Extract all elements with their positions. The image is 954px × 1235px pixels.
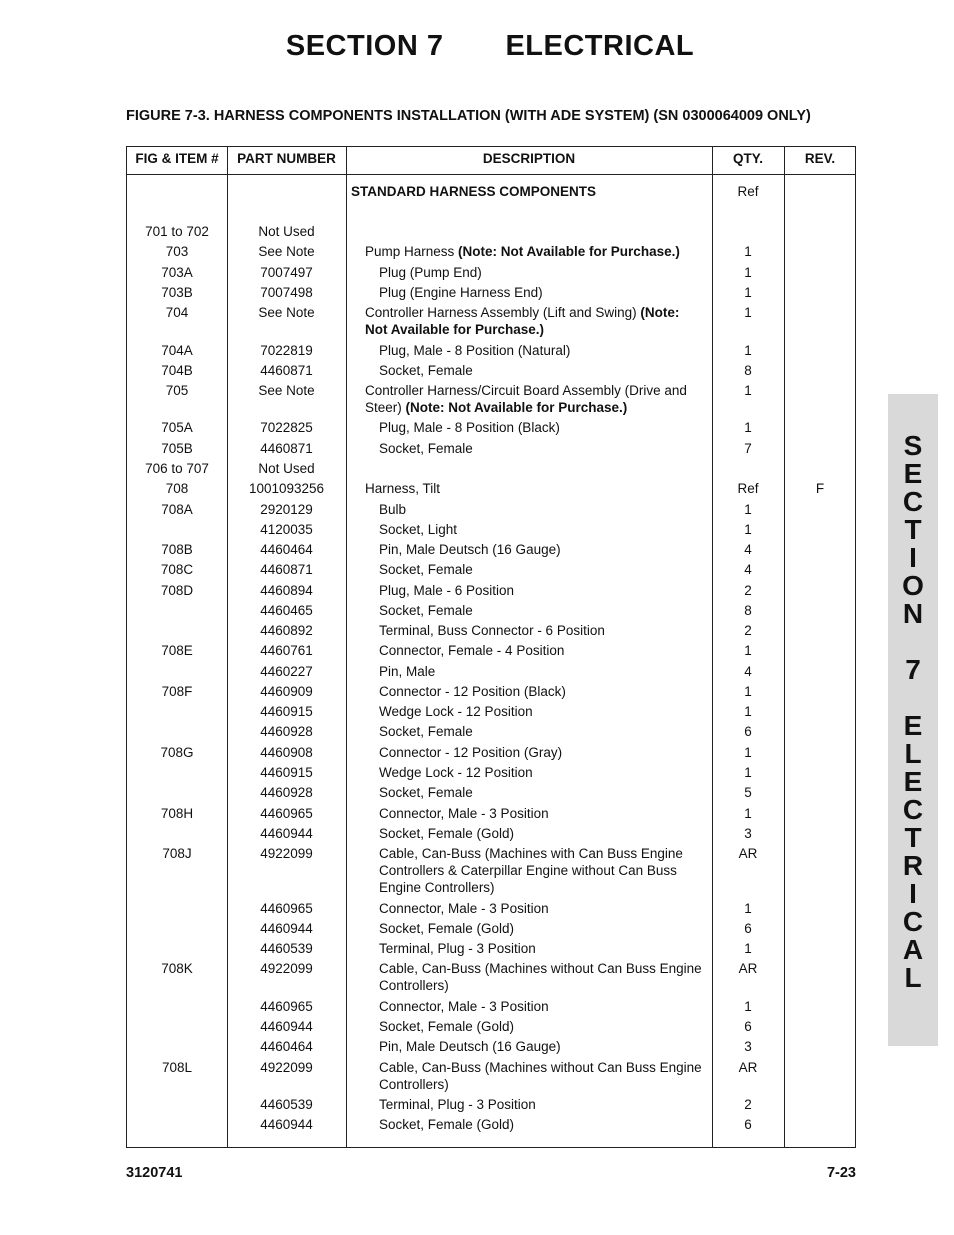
qty-cell: 3 [744,1039,752,1054]
qty-cell: 1 [744,285,752,300]
description-note: (Note: Not Available for Purchase.) [365,305,680,337]
description-text: Socket, Female [379,562,473,577]
fig-item-cell: 708H [160,806,194,821]
section-tab-letter: E [903,710,923,741]
qty-cell: 1 [744,383,752,398]
qty-cell: 1 [744,244,752,259]
description-cell [379,1038,707,1055]
description-cell [379,582,707,599]
section-tab-letter: C [902,794,924,825]
section-tab-letter: O [902,570,924,601]
description-cell [379,642,707,659]
description-text: Controller Harness/Circuit Board Assembly (Drive and Steer) [365,383,687,415]
part-number-cell: See Note [258,305,315,320]
description-cell [379,998,707,1015]
section-tab-letter: A [902,934,924,965]
description-text: Connector, Female - 4 Position [379,643,565,658]
qty-cell: 2 [744,583,752,598]
description-cell [351,183,691,200]
description-cell [379,362,707,379]
description-cell [379,622,707,639]
description-cell [379,541,707,558]
fig-item-cell: 708J [162,846,192,861]
part-number-cell: 4460909 [260,684,313,699]
description-cell [379,264,707,281]
description-text: Cable, Can-Buss (Machines with Can Buss Engine Controllers & Caterpillar Engine without Can Buss Engine Controllers) [379,846,683,895]
section-tab-letter: N [902,598,924,629]
part-number-cell: 4460539 [260,941,313,956]
part-number-cell: 7022825 [260,420,313,435]
description-text: Connector, Male - 3 Position [379,806,549,821]
qty-cell: 1 [744,522,752,537]
part-number-cell: 4460871 [260,562,313,577]
part-number-cell: 4460761 [260,643,313,658]
fig-item-cell: 705 [165,383,189,398]
qty-cell: 1 [744,745,752,760]
header-qty: QTY. [732,151,763,166]
section-tab-letter: L [904,738,922,769]
qty-cell: 8 [744,363,752,378]
fig-item-cell: 704A [161,343,193,358]
part-number-cell: 4460908 [260,745,313,760]
qty-cell: 1 [744,765,752,780]
qty-cell: 2 [744,1097,752,1112]
fig-item-cell: 708B [161,542,193,557]
qty-cell: AR [738,846,758,861]
description-text: Socket, Female [379,724,473,739]
part-number-cell: 4460464 [260,1039,313,1054]
section-tab-letter: I [909,542,917,573]
description-text: Wedge Lock - 12 Position [379,704,533,719]
description-text: Connector - 12 Position (Black) [379,684,566,699]
description-text: Plug (Pump End) [379,265,482,280]
part-number-cell: 4460944 [260,1019,313,1034]
description-cell [379,845,707,896]
qty-cell: 1 [744,684,752,699]
part-number-cell: See Note [258,244,315,259]
part-number-cell: 7007498 [260,285,313,300]
part-number-cell: 4460944 [260,1117,313,1132]
fig-item-cell: 703B [161,285,193,300]
fig-item-cell: 708G [160,745,194,760]
section-tab-letter: I [909,878,917,909]
description-cell [379,825,707,842]
description-text: Socket, Light [379,522,458,537]
description-cell [379,602,707,619]
part-number-cell: 4460944 [260,826,313,841]
description-text: Plug (Engine Harness End) [379,285,543,300]
header-fig-item: FIG & ITEM # [135,151,219,166]
rev-cell: F [815,481,825,496]
section-title [0,30,954,63]
qty-cell: 4 [744,664,752,679]
fig-item-cell: 708E [161,643,193,658]
section-tab [888,394,938,1046]
section-tab-letter: R [902,850,924,881]
part-number-cell: See Note [258,383,315,398]
section-tab-letter: E [903,458,923,489]
part-number-cell: Not Used [258,224,315,239]
description-cell [379,940,707,957]
description-text: Pin, Male Deutsch (16 Gauge) [379,542,561,557]
qty-cell: 1 [744,643,752,658]
description-text: Terminal, Plug - 3 Position [379,941,536,956]
qty-cell: AR [738,961,758,976]
qty-cell: 8 [744,603,752,618]
fig-item-cell: 706 to 707 [145,461,209,476]
description-text: Pin, Male [379,664,436,679]
qty-cell: 1 [744,502,752,517]
section-number: SECTION 7 [285,30,444,62]
fig-item-cell: 704B [161,363,193,378]
part-number-cell: 4460965 [260,901,313,916]
part-number-cell: 4460871 [260,363,313,378]
qty-cell: 1 [744,343,752,358]
qty-cell: 1 [744,999,752,1014]
description-text: Plug, Male - 6 Position [379,583,515,598]
part-number-cell: 7022819 [260,343,313,358]
description-text: Socket, Female [379,785,473,800]
part-number-cell: 4460944 [260,921,313,936]
description-cell [379,723,707,740]
part-number-cell: 4922099 [260,846,313,861]
description-text: Cable, Can-Buss (Machines without Can Buss Engine Controllers) [379,961,702,993]
description-text: Socket, Female (Gold) [379,826,515,841]
description-text: Harness, Tilt [365,481,441,496]
section-tab-letter: 7 [905,654,921,685]
qty-cell: 6 [744,921,752,936]
description-cell [379,784,707,801]
part-number-cell: 4922099 [260,961,313,976]
fig-item-cell: 704 [165,305,189,320]
description-cell [379,1116,707,1133]
part-number-cell: 4120035 [260,522,313,537]
section-tab-letter: T [904,822,922,853]
column-divider [346,147,347,1147]
description-cell [379,1059,707,1093]
description-cell [379,805,707,822]
qty-cell: 4 [744,562,752,577]
part-number-cell: 4460915 [260,704,313,719]
part-number-cell: 4460928 [260,785,313,800]
fig-item-cell: 708A [161,502,193,517]
description-cell [379,703,707,720]
description-cell [379,960,707,994]
part-number-cell: 4460892 [260,623,313,638]
description-cell [379,521,707,538]
fig-item-cell: 708 [165,481,189,496]
part-number-cell: 2920129 [260,502,313,517]
description-text: Connector, Male - 3 Position [379,901,549,916]
description-text: Socket, Female [379,363,473,378]
description-cell [379,501,707,518]
header-rev: REV. [804,151,836,166]
description-cell [379,284,707,301]
description-cell [379,1096,707,1113]
section-subject: ELECTRICAL [505,30,695,62]
qty-cell: Ref [737,184,759,199]
qty-cell: 7 [744,441,752,456]
description-text: Cable, Can-Buss (Machines without Can Buss Engine Controllers) [379,1060,702,1092]
qty-cell: 1 [744,901,752,916]
description-cell [379,440,707,457]
fig-item-cell: 701 to 702 [145,224,209,239]
table-header [127,147,855,175]
fig-item-cell: 708K [161,961,193,976]
part-number-cell: 4460894 [260,583,313,598]
qty-cell: Ref [737,481,759,496]
part-number-cell: 4460928 [260,724,313,739]
column-divider [784,147,785,1147]
part-number-cell: 4460871 [260,441,313,456]
part-number-cell: 4460965 [260,999,313,1014]
description-cell [379,561,707,578]
description-text: Terminal, Plug - 3 Position [379,1097,536,1112]
part-number-cell: 4460539 [260,1097,313,1112]
description-cell [379,764,707,781]
part-number-cell: 1001093256 [248,481,325,496]
fig-item-cell: 708C [160,562,194,577]
section-tab-letter: L [904,962,922,993]
parts-table [126,146,856,1148]
part-number-cell: 4460915 [260,765,313,780]
description-text: Socket, Female (Gold) [379,921,515,936]
description-cell [379,1018,707,1035]
part-number-cell: 4922099 [260,1060,313,1075]
qty-cell: 5 [744,785,752,800]
description-text: Plug, Male - 8 Position (Natural) [379,343,571,358]
qty-cell: 1 [744,704,752,719]
qty-cell: 1 [744,806,752,821]
doc-number: 3120741 [126,1165,183,1181]
qty-cell: 6 [744,1019,752,1034]
part-number-cell: 4460465 [260,603,313,618]
part-number-cell: 4460227 [260,664,313,679]
qty-cell: AR [738,1060,758,1075]
description-text: Controller Harness Assembly (Lift and Swing) [365,305,641,320]
part-number-cell: Not Used [258,461,315,476]
qty-cell: 6 [744,1117,752,1132]
section-tab-letter: C [902,906,924,937]
qty-cell: 3 [744,826,752,841]
fig-item-cell: 705A [161,420,193,435]
description-text: Pump Harness [365,244,459,259]
section-tab-letter: T [904,514,922,545]
header-description: DESCRIPTION [482,151,576,166]
description-cell [379,744,707,761]
description-cell [365,480,705,497]
description-text: Connector - 12 Position (Gray) [379,745,563,760]
description-cell [365,382,705,416]
section-tab-letter: S [903,430,923,461]
qty-cell: 1 [744,420,752,435]
fig-item-cell: 708L [161,1060,193,1075]
fig-item-cell: 703 [165,244,189,259]
description-text: STANDARD HARNESS COMPONENTS [351,184,597,199]
description-cell [365,243,705,260]
qty-cell: 2 [744,623,752,638]
description-text: Socket, Female [379,441,473,456]
qty-cell: 1 [744,305,752,320]
description-text: Connector, Male - 3 Position [379,999,549,1014]
header-part-number: PART NUMBER [237,151,336,166]
description-cell [379,419,707,436]
figure-title: FIGURE 7-3. HARNESS COMPONENTS INSTALLATION (WITH ADE SYSTEM) (SN 0300064009 ONLY) [126,108,811,124]
description-cell [365,304,705,338]
description-text: Socket, Female (Gold) [379,1117,515,1132]
description-cell [379,920,707,937]
part-number-cell: 4460464 [260,542,313,557]
part-number-cell: 4460965 [260,806,313,821]
description-cell [379,342,707,359]
qty-cell: 1 [744,941,752,956]
fig-item-cell: 708D [160,583,194,598]
description-cell [379,900,707,917]
description-cell [379,683,707,700]
page-number: 7-23 [826,1165,856,1181]
description-text: Socket, Female [379,603,473,618]
description-note: (Note: Not Available for Purchase.) [405,400,628,415]
part-number-cell: 7007497 [260,265,313,280]
description-text: Pin, Male Deutsch (16 Gauge) [379,1039,561,1054]
description-note: (Note: Not Available for Purchase.) [458,244,680,259]
description-cell [379,663,707,680]
fig-item-cell: 708F [161,684,193,699]
qty-cell: 4 [744,542,752,557]
qty-cell: 1 [744,265,752,280]
description-text: Bulb [379,502,407,517]
qty-cell: 6 [744,724,752,739]
description-text: Socket, Female (Gold) [379,1019,515,1034]
section-tab-letter: C [902,486,924,517]
description-text: Wedge Lock - 12 Position [379,765,533,780]
fig-item-cell: 705B [161,441,193,456]
description-text: Plug, Male - 8 Position (Black) [379,420,560,435]
section-tab-letter: E [903,766,923,797]
description-text: Terminal, Buss Connector - 6 Position [379,623,605,638]
fig-item-cell: 703A [161,265,193,280]
